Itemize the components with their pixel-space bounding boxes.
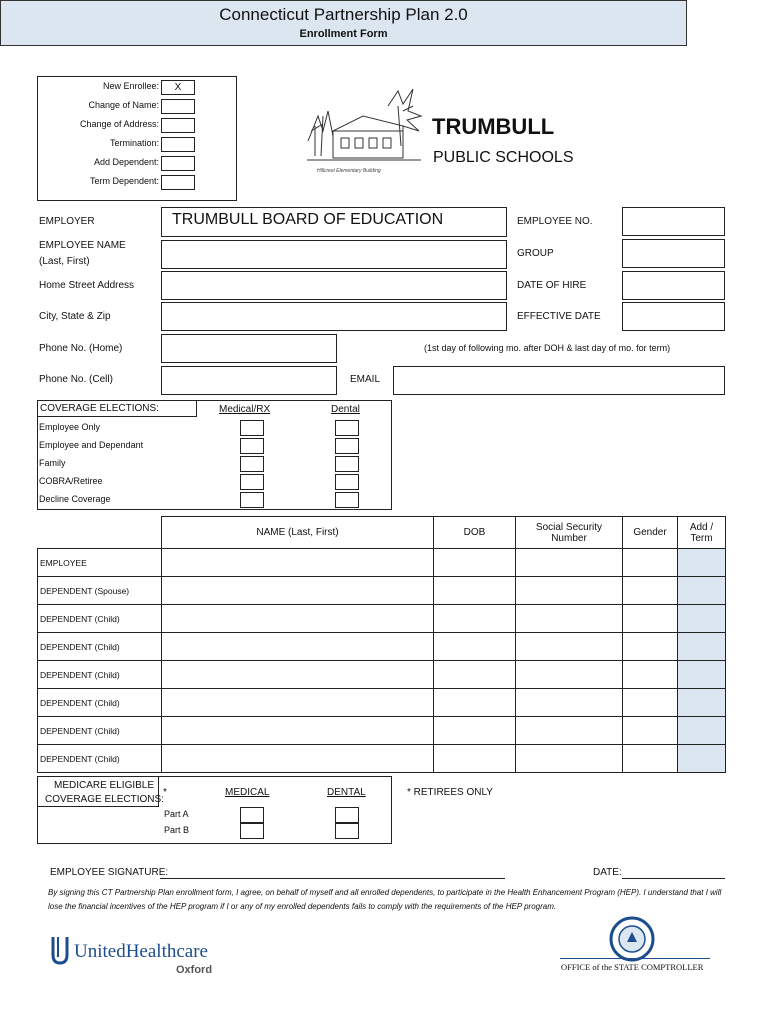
coverage-medical-checkbox[interactable] [240,474,264,490]
signature-label: EMPLOYEE SIGNATURE: [50,867,169,878]
logo-trumbull: TRUMBULL [432,114,555,139]
address-label: Home Street Address [39,280,135,291]
phone-home-label: Phone No. (Home) [39,343,123,354]
part-b-label: Part B [164,825,190,835]
city-label: City, State & Zip [39,311,111,322]
table-header-row [38,517,726,549]
col-ssn: Social Security Number [516,517,623,549]
dob-cell[interactable] [434,605,516,633]
enrollee-type-label: New Enrollee: [102,81,159,91]
coverage-option-label: Employee and Dependant [39,440,144,450]
gender-cell[interactable] [623,689,678,717]
gender-cell[interactable] [623,661,678,689]
row-label: DEPENDENT (Child) [38,605,162,633]
col-dob: DOB [434,517,516,549]
gender-cell[interactable] [623,577,678,605]
enrollee-type-checkbox[interactable] [161,137,195,152]
city-field[interactable] [161,302,507,331]
add-term-cell[interactable] [678,577,726,605]
coverage-title-box [37,400,197,417]
comptroller-text: OFFICE of the STATE COMPTROLLER [561,962,704,972]
form-header [0,0,687,46]
enrollee-type-label: Term Dependent: [89,176,159,186]
add-term-cell[interactable] [678,717,726,745]
enrollee-type-checkbox[interactable] [161,99,195,114]
disclaimer-text: By signing this CT Partnership Plan enrollment form, I agree, on behalf of myself and all enrolled dependents, to participate in the Health Enhancement Program (HEP). I understand that I will lose the financial incentives of the HEP program if I or any of my enrolled dependents fails to comply with the requirements of the HEP program. [48,888,722,911]
form-title: Connecticut Partnership Plan 2.0 [219,5,468,24]
add-term-cell[interactable] [678,549,726,577]
comptroller-line [560,958,710,959]
add-term-cell[interactable] [678,633,726,661]
group-field[interactable] [622,239,725,268]
gender-cell[interactable] [623,605,678,633]
address-field[interactable] [161,271,507,300]
name-cell[interactable] [162,661,434,689]
name-cell[interactable] [162,605,434,633]
ssn-cell[interactable] [516,689,623,717]
row-label: DEPENDENT (Spouse) [38,577,162,605]
coverage-medical-checkbox[interactable] [240,456,264,472]
date-label: DATE: [593,867,622,878]
row-label: DEPENDENT (Child) [38,717,162,745]
enrollee-type-label: Termination: [109,138,159,148]
table-row [38,661,726,689]
name-cell[interactable] [162,717,434,745]
table-row [38,689,726,717]
ssn-cell[interactable] [516,717,623,745]
ssn-cell[interactable] [516,549,623,577]
coverage-medical-checkbox[interactable] [240,492,264,508]
employee-no-field[interactable] [622,207,725,236]
date-line[interactable] [622,878,725,879]
illustration-caption: Hillcrest Elementary Building [317,168,381,174]
dob-cell[interactable] [434,661,516,689]
dob-cell[interactable] [434,745,516,773]
add-term-cell[interactable] [678,689,726,717]
name-cell[interactable] [162,577,434,605]
effective-date-note: (1st day of following mo. after DOH & last day of mo. for term) [424,343,671,353]
employer-label: EMPLOYER [39,216,95,227]
coverage-title: COVERAGE ELECTIONS: [40,403,159,414]
medicare-medical-header: MEDICAL [225,787,270,798]
email-field[interactable] [393,366,725,395]
ssn-cell[interactable] [516,661,623,689]
part-b-medical-checkbox[interactable] [240,823,264,839]
coverage-medical-checkbox[interactable] [240,438,264,454]
enrollee-type-checkbox[interactable]: X [161,80,195,95]
name-cell[interactable] [162,689,434,717]
retirees-only-note: * RETIREES ONLY [407,787,493,798]
table-corner [38,517,162,549]
form-subtitle: Enrollment Form [299,28,388,40]
ssn-cell[interactable] [516,745,623,773]
name-cell[interactable] [162,549,434,577]
medicare-title-line2: COVERAGE ELECTIONS: [45,794,164,805]
medicare-dental-header: DENTAL [327,787,366,798]
part-a-medical-checkbox[interactable] [240,807,264,823]
row-label: DEPENDENT (Child) [38,661,162,689]
col-add-term: Add / Term [678,517,726,549]
gender-cell[interactable] [623,745,678,773]
row-label: DEPENDENT (Child) [38,745,162,773]
coverage-dental-checkbox[interactable] [335,456,359,472]
gender-cell[interactable] [623,633,678,661]
row-label: DEPENDENT (Child) [38,689,162,717]
group-label: GROUP [517,248,554,259]
add-term-cell[interactable] [678,661,726,689]
enrollee-type-label: Change of Name: [88,100,159,110]
coverage-dental-checkbox[interactable] [335,492,359,508]
add-term-cell[interactable] [678,745,726,773]
phone-home-field[interactable] [161,334,337,363]
row-label: EMPLOYEE [38,549,162,577]
row-label: DEPENDENT (Child) [38,633,162,661]
table-row [38,745,726,773]
employee-name-sub: (Last, First) [39,256,90,267]
signature-line[interactable] [160,878,505,879]
effective-date-field[interactable] [622,302,725,331]
state-seal-icon [609,916,655,962]
effective-date-label: EFFECTIVE DATE [517,311,601,322]
coverage-option-label: Family [39,458,66,468]
enrollee-type-label: Change of Address: [79,119,159,129]
logo-public-schools: PUBLIC SCHOOLS [433,149,574,166]
employee-name-field[interactable] [161,240,507,269]
phone-cell-field[interactable] [161,366,337,395]
table-row [38,577,726,605]
employer-value: TRUMBULL BOARD OF EDUCATION [172,211,444,228]
dob-cell[interactable] [434,549,516,577]
table-row [38,605,726,633]
date-of-hire-field[interactable] [622,271,725,300]
enrollee-type-checkbox[interactable] [161,118,195,133]
coverage-dental-checkbox[interactable] [335,438,359,454]
dob-cell[interactable] [434,689,516,717]
medicare-star: * [163,787,167,798]
coverage-dental-checkbox[interactable] [335,474,359,490]
employee-name-label: EMPLOYEE NAME [39,240,126,251]
uhc-u-icon [50,935,70,970]
gender-cell[interactable] [623,717,678,745]
part-a-label: Part A [164,809,189,819]
coverage-medical-header: Medical/RX [219,404,271,415]
enrollee-type-checkbox[interactable] [161,156,195,171]
part-a-dental-checkbox[interactable] [335,807,359,823]
employer-field[interactable] [161,207,507,237]
date-of-hire-label: DATE OF HIRE [517,280,587,291]
coverage-medical-checkbox[interactable] [240,420,264,436]
table-row [38,717,726,745]
dependents-table [37,516,726,773]
ssn-cell[interactable] [516,605,623,633]
employee-no-label: EMPLOYEE NO. [517,216,593,227]
gender-cell[interactable] [623,549,678,577]
table-row [38,549,726,577]
dob-cell[interactable] [434,577,516,605]
dob-cell[interactable] [434,717,516,745]
add-term-cell[interactable] [678,605,726,633]
medicare-title-line1: MEDICARE ELIGIBLE [54,780,155,791]
part-b-dental-checkbox[interactable] [335,823,359,839]
col-name: NAME (Last, First) [162,517,434,549]
school-building-illustration [303,86,427,180]
dob-cell[interactable] [434,633,516,661]
coverage-dental-header: Dental [331,404,360,415]
enrollee-type-label: Add Dependent: [93,157,159,167]
ssn-cell[interactable] [516,577,623,605]
name-cell[interactable] [162,633,434,661]
col-gender: Gender [623,517,678,549]
email-label: EMAIL [350,374,381,385]
uhc-oxford: Oxford [176,964,213,976]
coverage-option-label: Employee Only [39,422,101,432]
coverage-option-label: Decline Coverage [39,494,111,504]
phone-cell-label: Phone No. (Cell) [39,374,113,385]
uhc-name: UnitedHealthcare [74,941,208,962]
enrollee-type-checkbox[interactable] [161,175,195,190]
name-cell[interactable] [162,745,434,773]
table-row [38,633,726,661]
ssn-cell[interactable] [516,633,623,661]
coverage-dental-checkbox[interactable] [335,420,359,436]
coverage-option-label: COBRA/Retiree [39,476,103,486]
uhc-logo [50,933,250,978]
